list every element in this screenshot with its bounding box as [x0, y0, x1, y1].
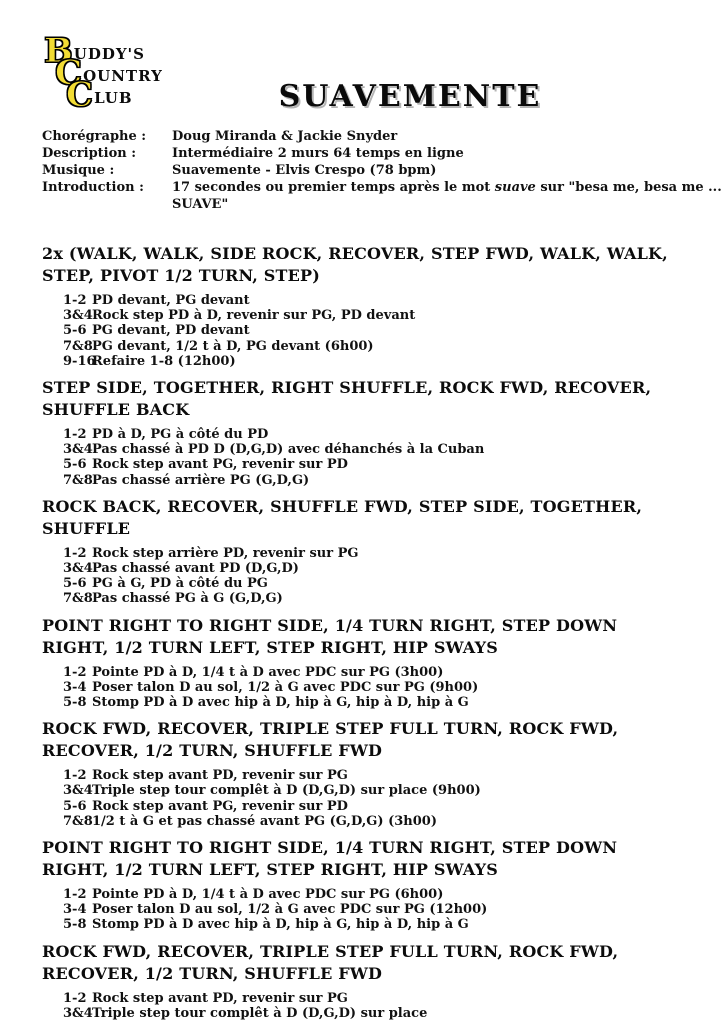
step-row: [63, 783, 680, 798]
step-counts: 1-2: [63, 887, 87, 903]
section-heading: STEP SIDE, TOGETHER, RIGHT SHUFFLE, ROCK FWD, RECOVER, SHUFFLE BACK: [42, 378, 652, 420]
meta-value-part: SUAVE": [172, 197, 229, 212]
step-description: Refaire 1-8 (12h00): [92, 353, 236, 369]
section-heading: POINT RIGHT TO RIGHT SIDE, 1/4 TURN RIGHT, STEP DOWN RIGHT, 1/2 TURN LEFT, STEP RIGHT, HIP SWAYS: [42, 615, 618, 657]
step-description: 1/2 t à G et pas chassé avant PG (G,D,G) (3h00): [92, 813, 437, 829]
step-row: [63, 902, 680, 917]
meta-row: [42, 162, 680, 179]
meta-value: [172, 128, 397, 145]
step-row: [63, 308, 680, 323]
step-row: [63, 473, 680, 488]
section-heading: ROCK FWD, RECOVER, TRIPLE STEP FULL TURN, ROCK FWD, RECOVER, 1/2 TURN, SHUFFLE FWD: [42, 941, 619, 983]
logo-horseshoe-letter-b: B: [44, 31, 73, 71]
step-row: [63, 991, 680, 1006]
meta-value-part: Intermédiaire 2 murs 64 temps en ligne: [172, 146, 464, 161]
step-row: [63, 339, 680, 354]
logo-text: UDDY'S: [73, 45, 145, 63]
step-description: Pas chassé avant PD (D,G,D): [92, 561, 299, 577]
meta-row: [42, 128, 680, 145]
meta-value: [172, 179, 722, 213]
logo-horseshoe-letter-c: C: [55, 53, 83, 93]
step-row: [63, 576, 680, 591]
step-row: [63, 665, 680, 680]
step-row: [63, 457, 680, 472]
step-description: Stomp PD à D avec hip à D, hip à G, hip à D, hip à G: [92, 695, 469, 711]
section-heading: ROCK FWD, RECOVER, TRIPLE STEP FULL TURN, ROCK FWD, RECOVER, 1/2 TURN, SHUFFLE FWD: [42, 719, 619, 761]
meta-table: [42, 128, 722, 213]
meta-row: [42, 145, 680, 162]
meta-value-part: Suavemente - Elvis Crespo (78 bpm): [172, 163, 437, 178]
step-counts: 3-4: [63, 902, 87, 918]
step-counts: 1-2: [63, 293, 87, 308]
step-row: [63, 799, 680, 814]
step-counts: 5-6: [63, 323, 87, 339]
step-list: [42, 427, 680, 488]
step-description: Triple step tour complêt à D (D,G,D) sur place (9h00): [92, 783, 481, 799]
sections: [42, 243, 680, 1021]
section-heading: 2x (WALK, WALK, SIDE ROCK, RECOVER, STEP FWD, WALK, WALK, STEP, PIVOT 1/2 TURN, STEP): [42, 244, 668, 285]
logo-text: LUB: [94, 89, 133, 107]
step-description: Rock step avant PD, revenir sur PG: [92, 768, 348, 784]
meta-value-part: 17 secondes ou premier temps après le mot: [172, 180, 495, 195]
step-counts: 5-6: [63, 457, 87, 473]
meta-value-part: Doug Miranda & Jackie Snyder: [172, 129, 398, 144]
step-row: [63, 814, 680, 829]
step-counts: 1-2: [63, 990, 87, 1006]
step-description: PD à D, PG à côté du PD: [92, 427, 269, 443]
dance-title: SUAVEMENTE: [278, 79, 542, 115]
meta-label: Musique :: [42, 163, 115, 178]
step-counts: 9-16: [63, 353, 96, 369]
step-row: [63, 680, 680, 695]
step-counts: 5-8: [63, 917, 87, 933]
meta-value-part: sur "besa me, besa me ...: [535, 180, 722, 195]
step-row: [63, 293, 680, 308]
step-counts: 1-2: [63, 427, 87, 443]
step-description: Pas chassé à PD D (D,G,D) avec déhanchés à la Cuban: [92, 442, 485, 458]
step-row: [63, 427, 680, 442]
step-counts: 7&8: [63, 591, 93, 607]
step-list: [42, 887, 680, 933]
meta-value: [172, 162, 436, 179]
step-description: Pointe PD à D, 1/4 t à D avec PDC sur PG (6h00): [92, 887, 444, 903]
meta-label: Description :: [42, 146, 137, 161]
step-row: [63, 1006, 680, 1021]
step-list: [42, 546, 680, 607]
step-counts: 3-4: [63, 679, 87, 695]
dance-section: [42, 377, 680, 488]
step-description: Rock step avant PG, revenir sur PD: [92, 457, 348, 473]
meta-value-italic-part: suave: [494, 180, 536, 195]
section-heading: POINT RIGHT TO RIGHT SIDE, 1/4 TURN RIGHT, STEP DOWN RIGHT, 1/2 TURN LEFT, STEP RIGHT, HIP SWAYS: [42, 838, 618, 880]
step-counts: 5-6: [63, 798, 87, 814]
step-row: [63, 768, 680, 783]
step-counts: 5-8: [63, 695, 87, 711]
step-counts: 7&8: [63, 472, 93, 488]
step-description: Pas chassé PG à G (G,D,G): [92, 591, 283, 607]
step-row: [63, 354, 680, 369]
step-counts: 3&4: [63, 442, 93, 458]
step-row: [63, 561, 680, 576]
step-row: [63, 323, 680, 338]
dance-section: [42, 718, 680, 829]
dance-section: [42, 496, 680, 607]
step-counts: 1-2: [63, 664, 87, 680]
step-row: [63, 917, 680, 932]
step-row: [63, 442, 680, 457]
dance-section: [42, 837, 680, 933]
step-list: [42, 665, 680, 711]
step-description: Pointe PD à D, 1/4 t à D avec PDC sur PG (3h00): [92, 664, 444, 680]
step-list: [42, 991, 680, 1021]
step-list: [42, 768, 680, 829]
step-description: PG devant, PD devant: [92, 323, 250, 339]
step-description: Poser talon D au sol, 1/2 à G avec PDC sur PG (12h00): [92, 902, 488, 918]
step-counts: 7&8: [63, 338, 93, 354]
step-counts: 3&4: [63, 1005, 93, 1021]
step-description: Rock step avant PD, revenir sur PG: [92, 990, 348, 1006]
step-counts: 3&4: [63, 561, 93, 577]
step-description: Rock step arrière PD, revenir sur PG: [92, 545, 359, 561]
dance-section: [42, 243, 680, 369]
step-list: [42, 293, 680, 369]
step-description: Triple step tour complêt à D (D,G,D) sur place: [92, 1005, 428, 1021]
step-description: Rock step avant PG, revenir sur PD: [92, 798, 348, 814]
step-row: [63, 546, 680, 561]
buddys-country-club-logo: [44, 31, 163, 115]
dance-section: [42, 615, 680, 711]
step-description: Poser talon D au sol, 1/2 à G avec PDC sur PG (9h00): [92, 679, 479, 695]
meta-value: [172, 145, 464, 162]
step-counts: 3&4: [63, 783, 93, 799]
meta-label: Chorégraphe :: [42, 129, 147, 144]
step-description: PG devant, 1/2 t à D, PG devant (6h00): [92, 338, 374, 354]
step-description: Pas chassé arrière PG (G,D,G): [92, 472, 310, 488]
meta-label: Introduction :: [42, 180, 144, 195]
step-row: [63, 695, 680, 710]
step-description: Rock step PD à D, revenir sur PG, PD devant: [92, 308, 416, 324]
step-row: [63, 887, 680, 902]
step-counts: 7&8: [63, 813, 93, 829]
logo-text: OUNTRY: [83, 67, 163, 85]
step-counts: 1-2: [63, 768, 87, 784]
step-counts: 5-6: [63, 576, 87, 592]
logo-horseshoe-letter-c: C: [66, 75, 94, 115]
step-counts: 3&4: [63, 308, 93, 324]
step-description: Stomp PD à D avec hip à D, hip à G, hip à D, hip à G: [92, 917, 469, 933]
step-row: [63, 591, 680, 606]
step-description: PG à G, PD à côté du PG: [92, 576, 268, 592]
section-heading: ROCK BACK, RECOVER, SHUFFLE FWD, STEP SIDE, TOGETHER, SHUFFLE: [42, 496, 643, 538]
step-description: PD devant, PG devant: [92, 293, 250, 308]
step-counts: 1-2: [63, 545, 87, 561]
document-header: [42, 31, 680, 128]
dance-section: [42, 941, 680, 1021]
meta-row: [42, 179, 722, 213]
